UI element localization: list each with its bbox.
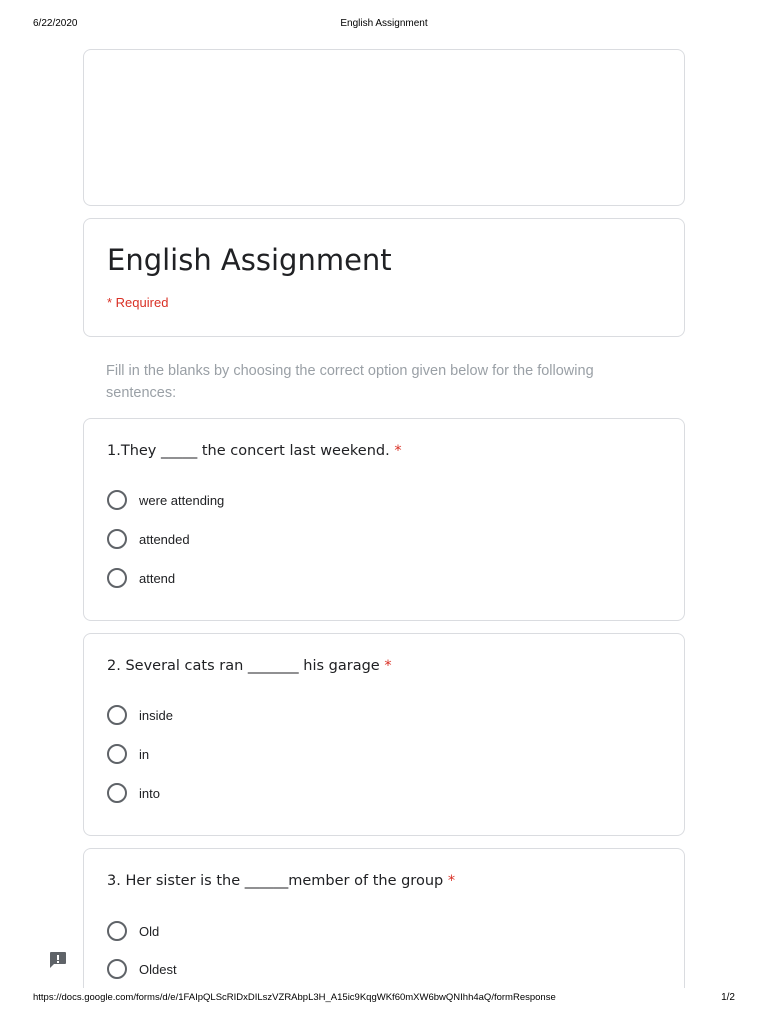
option-oldest[interactable] [107,959,177,979]
radio-button[interactable] [107,959,127,979]
print-title: English Assignment [340,18,428,29]
form-title: English Assignment [107,243,392,277]
option-label: attended [139,531,190,547]
option-old[interactable] [107,921,159,941]
required-asterisk: * [384,658,392,674]
question-title [107,873,455,889]
section-instructions: Fill in the blanks by choosing the correct option given below for the following sentences: [106,363,594,401]
radio-button[interactable] [107,568,127,588]
option-in[interactable] [107,744,149,764]
option-label: were attending [139,492,225,508]
required-asterisk: * [394,443,402,459]
required-note: * Required [107,295,169,310]
question-title [107,658,392,674]
question-card-2 [83,633,685,836]
option-label: Oldest [139,961,177,977]
option-inside[interactable] [107,705,173,725]
question-text: 2. Several cats ran _______ his garage [107,658,380,674]
option-attended[interactable] [107,529,190,549]
radio-button[interactable] [107,744,127,764]
option-were-attending[interactable] [107,490,224,510]
question-card-1 [83,418,685,621]
radio-button[interactable] [107,921,127,941]
print-date: 6/22/2020 [33,18,78,29]
print-url: https://docs.google.com/forms/d/e/1FAIpQLScRIDxDILszVZRAbpL3H_A15ic9KqgWKf60mXW6bwQNIhh4aQ/formResponse [33,992,556,1003]
question-title [107,443,402,459]
page-number: 1/2 [721,992,735,1003]
radio-button[interactable] [107,529,127,549]
question-text: 3. Her sister is the ______member of the group [107,873,444,889]
option-into[interactable] [107,783,160,803]
form-title-card [83,218,685,337]
option-label: in [139,746,150,762]
radio-button[interactable] [107,783,127,803]
option-label: into [139,785,160,801]
header-banner [83,49,685,206]
feedback-icon[interactable] [48,950,68,970]
option-attend[interactable] [107,568,175,588]
radio-button[interactable] [107,490,127,510]
option-label: attend [139,570,176,586]
question-card-3 [83,848,685,988]
required-asterisk: * [447,873,456,889]
question-text: 1.They _____ the concert last weekend. [107,443,390,459]
radio-button[interactable] [107,705,127,725]
option-label: inside [139,707,173,723]
option-label: Old [139,923,160,939]
